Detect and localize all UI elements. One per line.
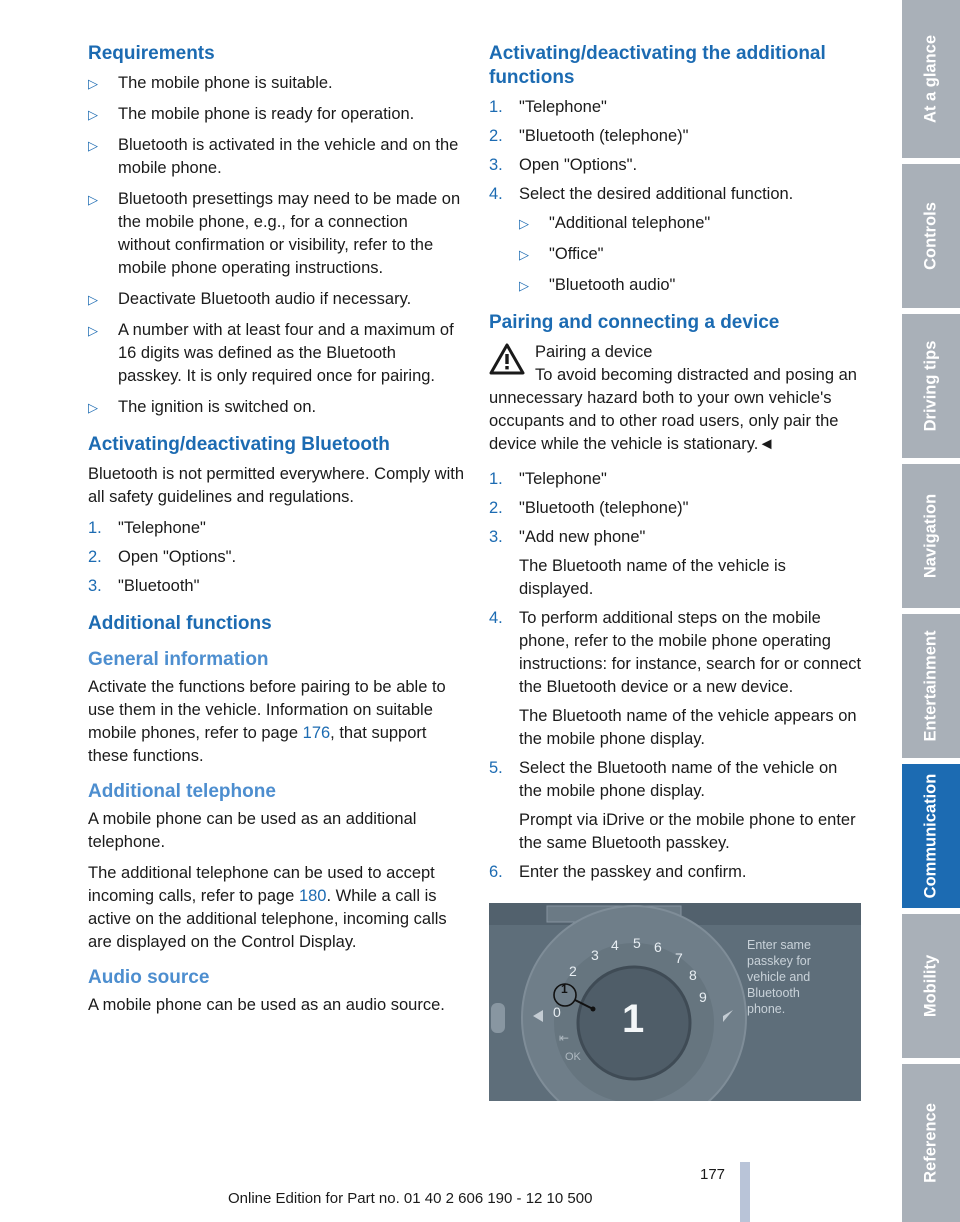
list-item: ▷ "Bluetooth audio" [519,274,863,297]
activating-additional-steps [489,96,863,297]
step-item: 3. "Bluetooth" [88,577,200,595]
tab-reference[interactable]: Reference [902,1064,960,1222]
additional-functions-heading: Additional functions [88,613,272,634]
step-item: 1. "Telephone" [88,519,206,537]
callout-number: 1 [561,982,568,996]
general-information-heading: General information [88,649,269,670]
tab-communication[interactable]: Communication [902,764,960,908]
dial-digit: 7 [675,950,683,966]
list-item: ▷ "Additional telephone" [519,212,863,235]
list-item: ▷ Deactivate Bluetooth audio if necessary. [88,288,464,311]
triangle-bullet-icon: ▷ [88,138,98,153]
step-item: 4. To perform additional steps on the mobile phone, refer to the mobile phone operating instructions: for instance, search for or connect the Bluetooth device or a new device. The Bluetooth name of the vehicle appears on the mobile phone display. [489,607,863,751]
additional-telephone-text: A mobile phone can be used as an additional telephone. [88,810,417,851]
triangle-bullet-icon: ▷ [519,216,529,231]
general-information-text: Activate the functions before pairing to be able to use them in the vehicle. Information on suitable mobile phones, refer to page 176, that support these functions. [88,678,446,765]
list-item: ▷ The mobile phone is suitable. [88,72,464,95]
step-item: 1. "Telephone" [489,470,607,488]
tab-mobility[interactable]: Mobility [902,914,960,1058]
step-note: The Bluetooth name of the vehicle is displayed. [519,557,786,598]
step-item: 4. Select the desired additional function. ▷ "Additional telephone" ▷ "Office" ▷ "Bluetooth audio" [489,183,863,297]
step-item: 1. "Telephone" [489,98,607,116]
dial-digit: 0 [553,1004,561,1020]
warning-title: Pairing a device [535,343,653,361]
triangle-bullet-icon: ▷ [519,278,529,293]
dial-digit: 5 [633,935,641,951]
activating-bluetooth-heading: Activating/deactivating Bluetooth [88,434,390,455]
warning-text: To avoid becoming distracted and posing an unnecessary hazard both to your own vehicle's occupants and to other road users, only pair the device while the vehicle is stationary.◄ [489,366,857,453]
warning-block [489,341,863,364]
step-note: Prompt via iDrive or the mobile phone to enter the same Bluetooth passkey. [519,811,856,852]
triangle-bullet-icon: ▷ [88,400,98,415]
triangle-bullet-icon: ▷ [88,323,98,338]
triangle-bullet-icon: ▷ [88,107,98,122]
passkey-message: Enter same passkey for vehicle and Bluetooth phone. [747,938,811,1016]
triangle-bullet-icon: ▷ [519,247,529,262]
additional-telephone-heading: Additional telephone [88,781,276,802]
tab-at-a-glance[interactable]: At a glance [902,0,960,158]
step-item: 2. "Bluetooth (telephone)" [489,499,689,517]
step-item: 2. Open "Options". [88,548,237,566]
step-note: The Bluetooth name of the vehicle appears on the mobile phone display. [519,707,857,748]
step-item: 6. Enter the passkey and confirm. [489,863,747,881]
pairing-steps [489,468,863,884]
list-item: ▷ Bluetooth is activated in the vehicle and on the mobile phone. [88,136,459,177]
pairing-heading: Pairing and connecting a device [489,312,780,333]
triangle-bullet-icon: ▷ [88,192,98,207]
dial-digit: 4 [611,937,619,953]
dial-digit: 2 [569,963,577,979]
dial-digit: 3 [591,947,599,963]
audio-source-text: A mobile phone can be used as an audio source. [88,996,445,1014]
dial-digit: 9 [699,989,707,1005]
sub-list [519,212,863,297]
requirements-list [88,72,464,419]
idrive-passkey-screen [489,903,861,1101]
activating-intro: Bluetooth is not permitted everywhere. Comply with all safety guidelines and regulations. [88,465,465,506]
page-link-180[interactable]: 180 [298,887,327,905]
additional-telephone-text-2: The additional telephone can be used to accept incoming calls, refer to page 180. While a call is active on the additional telephone, incoming calls are displayed on the Control Display. [88,864,447,951]
back-icon: ⇤ [559,1031,570,1045]
page-marker-bar [740,1162,750,1222]
footer-edition: Online Edition for Part no. 01 40 2 606 190 - 12 10 500 [228,1190,593,1207]
list-item: ▷ The ignition is switched on. [88,396,464,419]
page-link-176[interactable]: 176 [302,724,331,742]
chapter-tabs [902,0,960,1222]
list-item: ▷ The mobile phone is ready for operation. [88,103,464,126]
step-item: 3. Open "Options". [489,156,638,174]
step-item: 2. "Bluetooth (telephone)" [489,127,689,145]
step-item: 5. Select the Bluetooth name of the vehicle on the mobile phone display. Prompt via iDrive or the mobile phone to enter the same Bluetooth passkey. [489,757,863,855]
tab-controls[interactable]: Controls [902,164,960,308]
right-column [489,42,863,890]
triangle-bullet-icon: ▷ [88,292,98,307]
activating-steps [88,517,464,598]
dial-digit: 8 [689,967,697,983]
list-item: ▷ "Office" [519,243,863,266]
audio-source-heading: Audio source [88,967,210,988]
requirements-heading: Requirements [88,43,215,64]
warning-icon [489,343,525,375]
tab-entertainment[interactable]: Entertainment [902,614,960,758]
left-column [88,42,464,1025]
tab-driving-tips[interactable]: Driving tips [902,314,960,458]
dial-digit: 6 [654,939,662,955]
list-item: ▷ A number with at least four and a maximum of 16 digits was defined as the Bluetooth passkey. It is only required once for pairing. [88,321,454,385]
activating-additional-heading: Activating/deactivating the additional functions [489,43,826,88]
selected-digit: 1 [622,997,645,1041]
list-item: ▷ Bluetooth presettings may need to be made on the mobile phone, e.g., for a connection without confirmation or visibility, refer to the mobile phone operating instructions. [88,190,461,277]
page-number: 177 [700,1166,726,1183]
ok-label: OK [565,1051,581,1063]
triangle-bullet-icon: ▷ [88,76,98,91]
step-item: 3. "Add new phone" The Bluetooth name of the vehicle is displayed. [489,526,863,601]
tab-navigation[interactable]: Navigation [902,464,960,608]
